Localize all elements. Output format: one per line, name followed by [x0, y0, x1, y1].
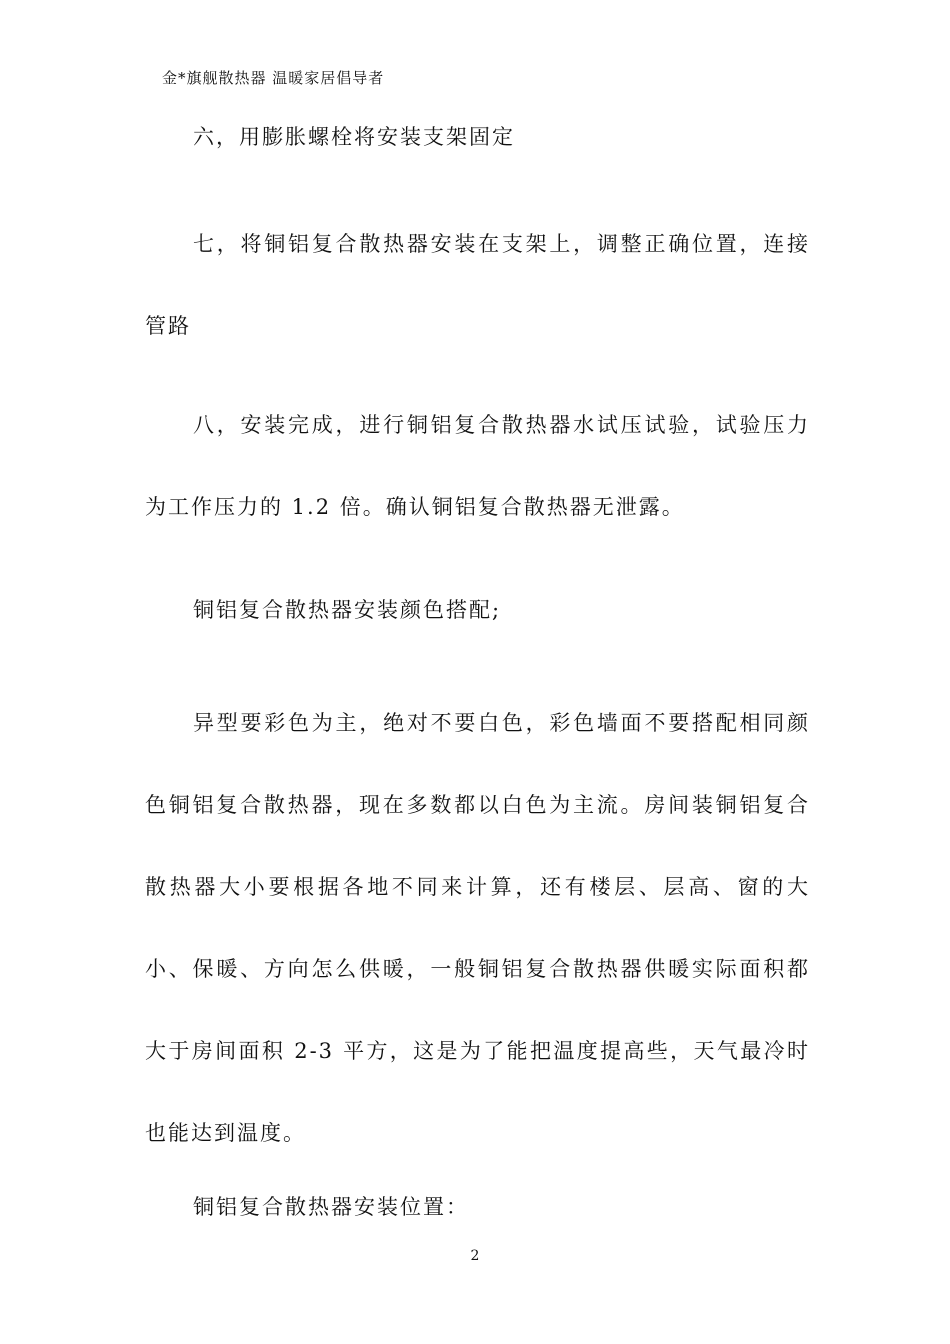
page-number: 2 [470, 1248, 480, 1264]
paragraph-step-six: 六，用膨胀螺栓将安装支架固定 [193, 125, 515, 149]
paragraph-color-body: 异型要彩色为主，绝对不要白色，彩色墙面不要搭配相同颜色铜铝复合散热器，现在多数都以白色为主流。房间装铜铝复合散热器大小要根据各地不同来计算，还有楼层、层高、窗的大小、保暖、方向怎么供暖，一般铜铝复合散热器供暖实际面积都大于房间面积 2-3 平方，这是为了能把温度提高些，天气最冷时也能达到温度。 [145, 711, 810, 1145]
paragraph-step-seven: 七，将铜铝复合散热器安装在支架上，调整正确位置，连接管路 [145, 232, 810, 338]
paragraph-position-heading: 铜铝复合散热器安装位置： [193, 1195, 469, 1219]
page-header: 金*旗舰散热器 温暖家居倡导者 [162, 69, 385, 87]
paragraph-step-eight: 八，安装完成，进行铜铝复合散热器水试压试验，试验压力为工作压力的 1.2 倍。确认铜铝复合散热器无泄露。 [145, 413, 810, 519]
paragraph-color-heading: 铜铝复合散热器安装颜色搭配; [193, 598, 502, 622]
